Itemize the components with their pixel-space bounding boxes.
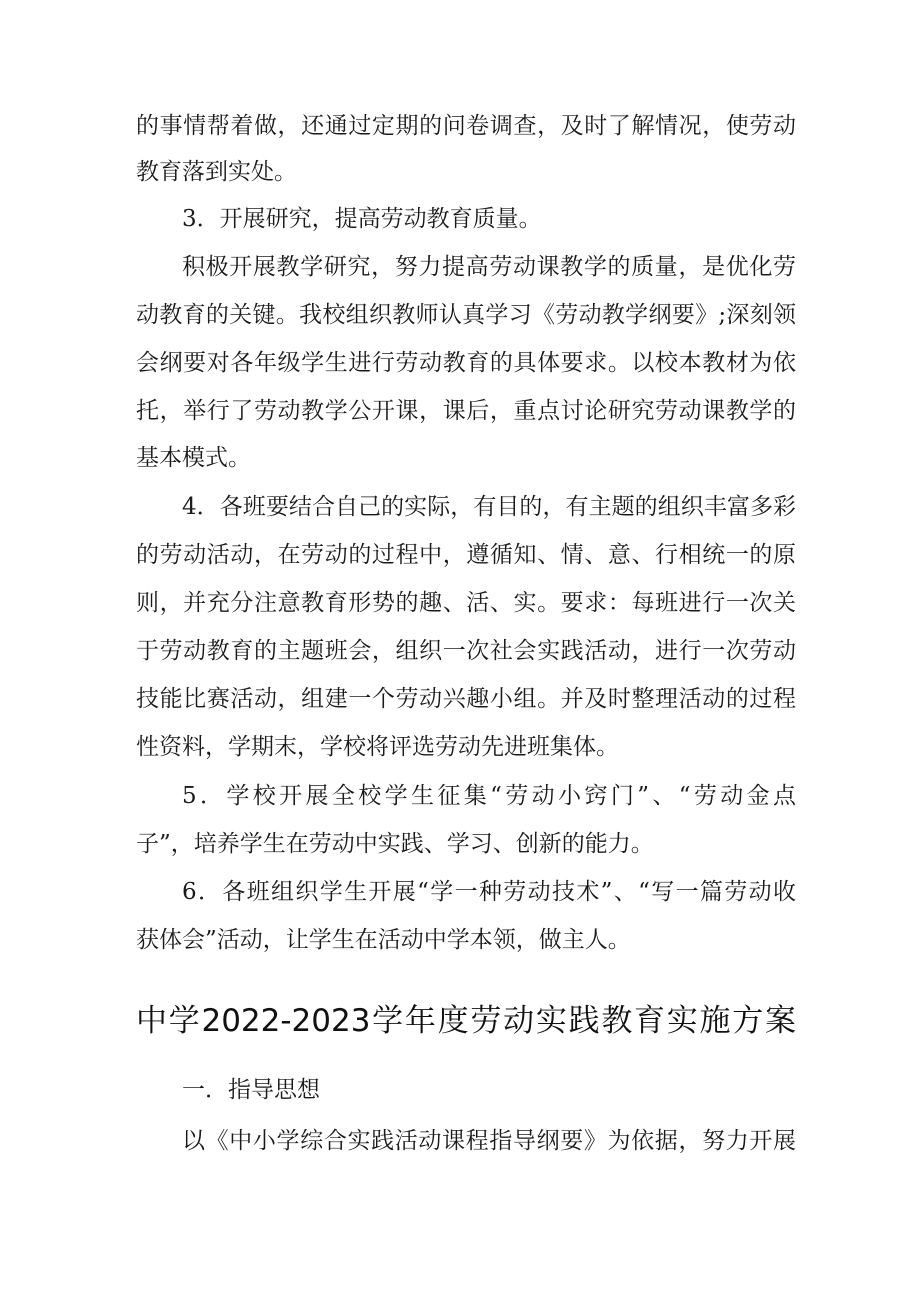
numbered-item-3: 3．开展研究，提高劳动教育质量。 (182, 206, 542, 232)
paragraph-line: 教育落到实处。 (136, 159, 297, 185)
paragraph-line: 技能比赛活动，组建一个劳动兴趣小组。并及时整理活动的过程 (136, 686, 796, 712)
paragraph-line: 于劳动教育的主题班会，组织一次社会实践活动，进行一次劳动 (136, 638, 796, 664)
paragraph-line: 会纲要对各年级学生进行劳动教育的具体要求。以校本教材为依 (136, 350, 796, 376)
paragraph-line: 动教育的关键。我校组织教师认真学习《劳动教学纲要》;深刻领 (136, 302, 796, 328)
paragraph-line: 获体会”活动，让学生在活动中学本领，做主人。 (136, 927, 631, 953)
paragraph-line: 子”，培养学生在劳动中实践、学习、创新的能力。 (136, 831, 654, 857)
paragraph-line: 以《中小学综合实践活动课程指导纲要》为依据，努力开展 (182, 1128, 796, 1154)
paragraph-line: 积极开展教学研究，努力提高劳动课教学的质量，是优化劳 (182, 254, 796, 280)
paragraph-line: 基本模式。 (136, 445, 251, 471)
paragraph-line: 性资料，学期末，学校将评选劳动先进班集体。 (136, 734, 619, 760)
paragraph-line: 的事情帮着做，还通过定期的问卷调查，及时了解情况，使劳动 (136, 113, 796, 139)
numbered-item-6: 6．各班组织学生开展“学一种劳动技术”、“写一篇劳动收 (182, 879, 796, 905)
numbered-item-4: 4．各班要结合自己的实际，有目的，有主题的组织丰富多彩 (182, 494, 796, 520)
paragraph-line: 的劳动活动，在劳动的过程中，遵循知、情、意、行相统一的原 (136, 542, 796, 568)
paragraph-line: 托，举行了劳动教学公开课，课后，重点讨论研究劳动课教学的 (136, 398, 796, 424)
numbered-item-5: 5．学校开展全校学生征集“劳动小窍门”、“劳动金点 (182, 783, 796, 809)
paragraph-line: 则，并充分注意教育形势的趣、活、实。要求：每班进行一次关 (136, 590, 796, 616)
document-heading: 中学2022-2023学年度劳动实践教育实施方案 (136, 1003, 796, 1039)
section-title: 一．指导思想 (182, 1077, 320, 1103)
